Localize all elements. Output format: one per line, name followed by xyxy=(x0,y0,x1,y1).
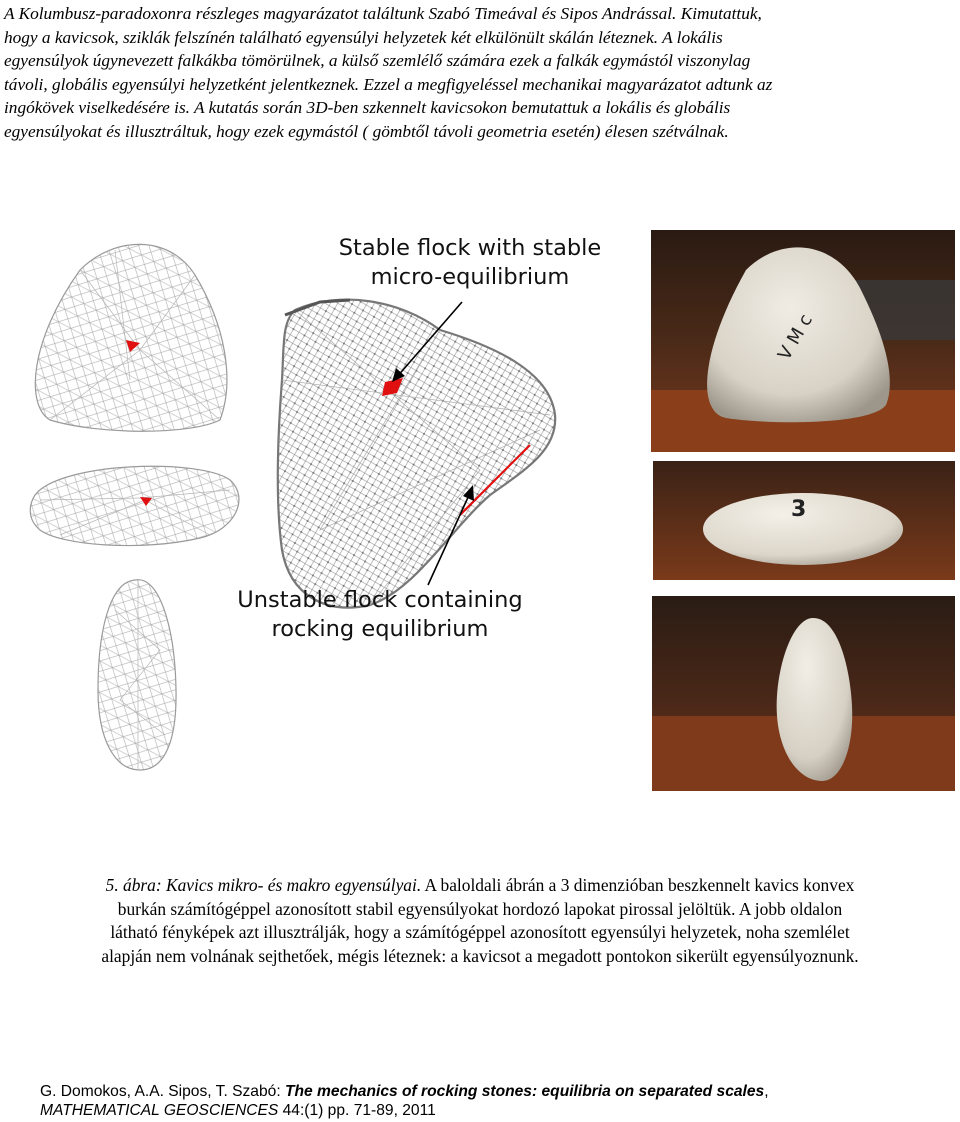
caption-label: 5. ábra: Kavics mikro- és makro egyensúlyai. xyxy=(105,875,422,895)
caption-line: látható fényképek azt illusztrálják, hogy a számítógéppel azonosított egyensúlyi helyzetek, noha szemlélet xyxy=(110,922,850,942)
annotation-line: rocking equilibrium xyxy=(271,616,489,642)
photo-pebble-flat xyxy=(653,461,955,580)
abstract-line: hogy a kavicsok, sziklák felszínén található egyensúlyi helyzetek két elkülönült skálán léteznek. A lokális xyxy=(4,27,723,47)
abstract-line: egyensúlyokat és illusztráltuk, hogy ezek egymástól ( gömbtől távoli geometria esetén) élesen szétválnak. xyxy=(4,121,729,141)
reference-authors: G. Domokos, A.A. Sipos, T. Szabó: xyxy=(40,1083,285,1100)
abstract-line: távoli, globális egyensúlyi helyzetként jelentkeznek. Ezzel a megfigyeléssel mechanikai magyarázatot adtunk az xyxy=(4,74,773,94)
abstract-line: ingókövek viselkedésére is. A kutatás során 3D-ben szkennelt kavicsokon bemutattuk a lokális és globális xyxy=(4,98,731,118)
abstract-paragraph xyxy=(4,2,946,144)
caption-line: alapján nem volnának sejthetőek, mégis léteznek: a kavicsot a megadott pontokon sikerült egyensúlyoznunk. xyxy=(101,945,859,966)
unstable-flock-label xyxy=(210,586,550,644)
reference xyxy=(40,1083,940,1120)
reference-comma: , xyxy=(764,1083,769,1100)
caption-line: burkán számítógéppel azonosított stabil egyensúlyokat hordozó lapokat pirossal jelöltük. A jobb oldalon xyxy=(117,898,843,919)
annotation-line: Unstable flock containing xyxy=(237,587,523,613)
mesh-side-view xyxy=(30,466,239,545)
annotation-line: micro-equilibrium xyxy=(370,264,570,290)
mesh-top-view xyxy=(35,244,227,431)
mesh-end-view xyxy=(98,580,176,770)
reference-title: The mechanics of rocking stones: equilibria on separated scales xyxy=(285,1083,765,1100)
mesh-figure xyxy=(20,230,640,790)
stable-flock-label xyxy=(310,234,630,292)
abstract-line: A Kolumbusz-paradoxonra részleges magyarázatot találtunk Szabó Timeával és Sipos Andrással. Kimutattuk, xyxy=(4,4,762,23)
abstract-line: egyensúlyok úgynevezett falkákba tömörülnek, a külső szemlélő számára ezek a falkák egymástól viszonylag xyxy=(4,51,751,71)
stone-marking: V M c xyxy=(774,310,817,364)
annotation-line: Stable flock with stable xyxy=(338,235,602,261)
reference-journal: MATHEMATICAL GEOSCIENCES xyxy=(40,1101,279,1119)
photo-pebble-standing xyxy=(652,596,955,791)
figure-caption xyxy=(28,874,932,968)
caption-line xyxy=(28,874,932,898)
caption-text: A baloldali ábrán a 3 dimenzióban beszkennelt kavics konvex xyxy=(421,875,855,895)
photo-pebble-upright xyxy=(651,230,955,452)
reference-details: 44:(1) pp. 71-89, 2011 xyxy=(278,1101,436,1119)
mesh-main-view xyxy=(278,300,555,608)
stone-marking: 3 xyxy=(791,497,807,522)
